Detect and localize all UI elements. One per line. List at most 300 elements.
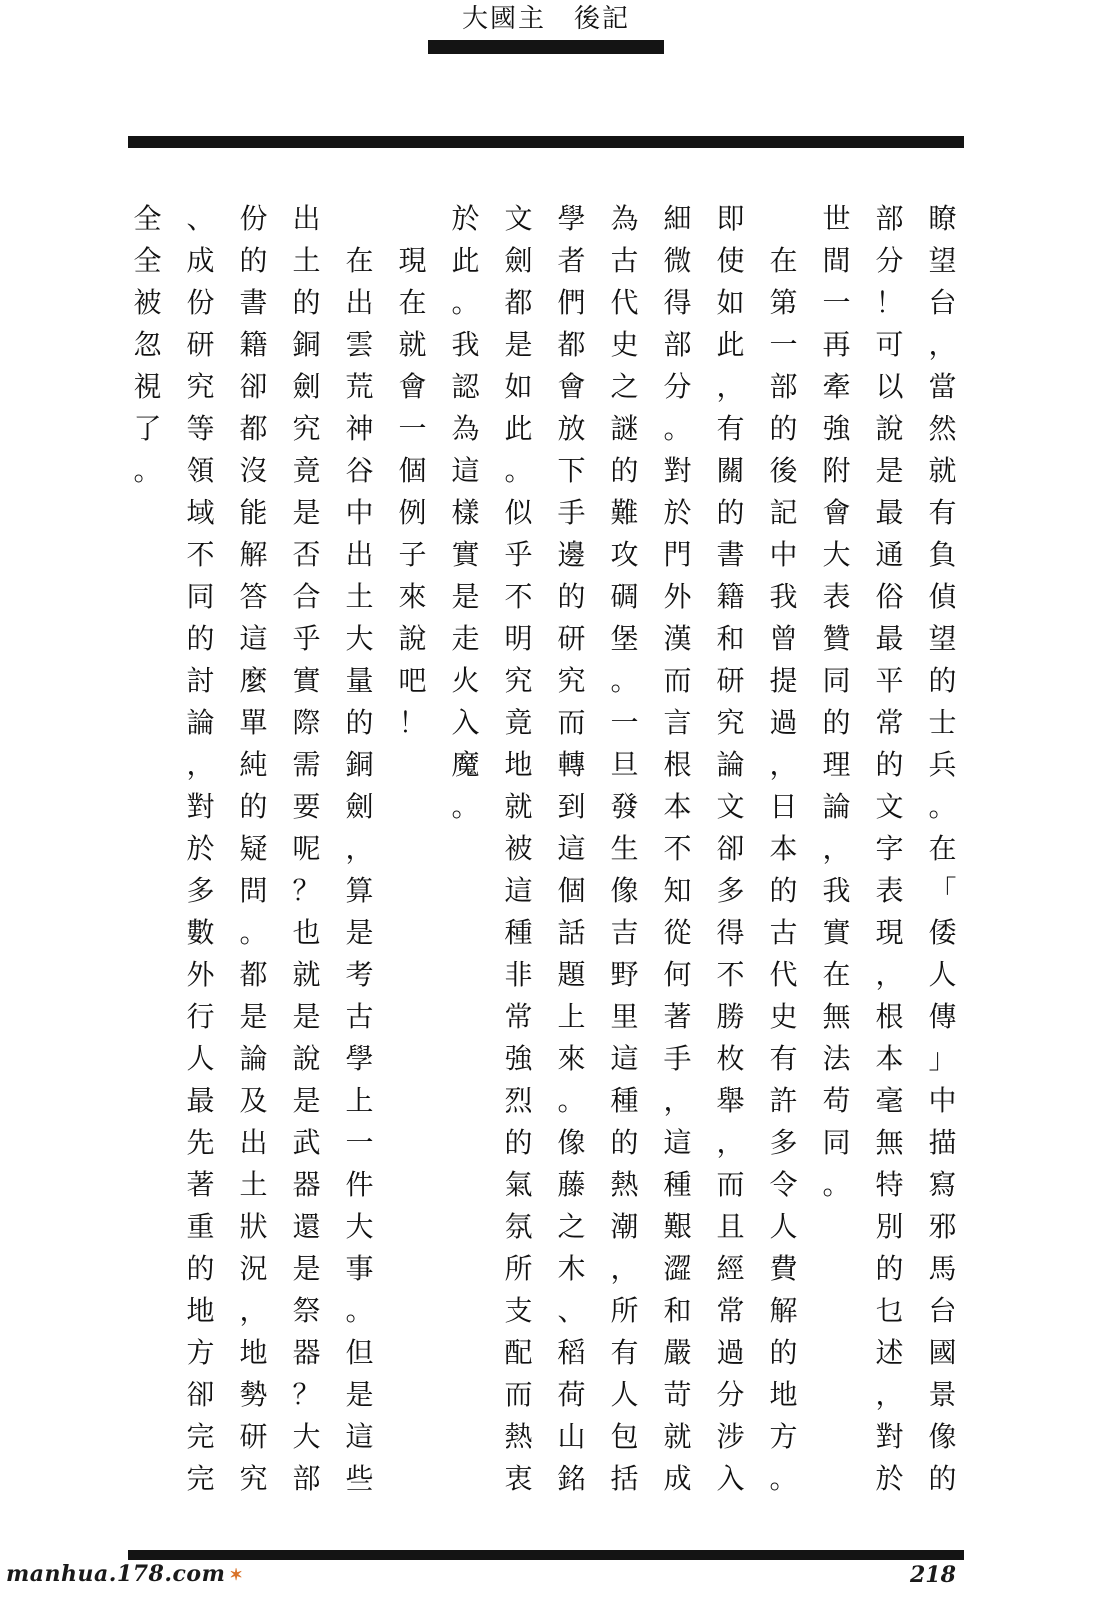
glyph: 多 [769, 1126, 798, 1159]
text-column [924, 198, 961, 1528]
glyph: 手 [557, 496, 586, 529]
glyph: 能 [239, 496, 268, 529]
glyph: 也 [292, 916, 321, 949]
glyph: 史 [769, 1000, 798, 1033]
glyph: 個 [557, 874, 586, 907]
glyph: 問 [239, 874, 268, 907]
glyph: 分 [663, 370, 692, 403]
glyph: 代 [610, 286, 639, 319]
glyph: 學 [557, 202, 586, 235]
glyph: 對 [875, 1420, 904, 1453]
glyph: 士 [928, 706, 957, 739]
glyph: 發 [610, 790, 639, 823]
glyph: 就 [398, 328, 427, 361]
glyph: 地 [504, 748, 533, 781]
glyph: 成 [186, 244, 215, 277]
glyph: ， [610, 1252, 639, 1285]
glyph: 一 [610, 706, 639, 739]
glyph: 艱 [663, 1210, 692, 1243]
header-underbar [428, 40, 664, 54]
glyph: 行 [186, 1000, 215, 1033]
glyph: 古 [769, 916, 798, 949]
glyph: 上 [345, 1084, 374, 1117]
glyph: 費 [769, 1252, 798, 1285]
glyph: 現 [398, 244, 427, 277]
glyph: 漢 [663, 622, 692, 655]
glyph: 就 [928, 454, 957, 487]
glyph: 從 [663, 916, 692, 949]
glyph: 苛 [663, 1378, 692, 1411]
glyph: 同 [186, 580, 215, 613]
glyph: 量 [345, 664, 374, 697]
glyph: 銅 [345, 748, 374, 781]
glyph: 銅 [292, 328, 321, 361]
glyph: 微 [663, 244, 692, 277]
glyph: 苟 [822, 1084, 851, 1117]
glyph: 有 [769, 1042, 798, 1075]
glyph: 過 [769, 706, 798, 739]
glyph: 認 [451, 370, 480, 403]
glyph: 潮 [610, 1210, 639, 1243]
text-column [182, 198, 219, 1528]
glyph: 土 [239, 1168, 268, 1201]
glyph: 」 [928, 1042, 957, 1075]
glyph: 著 [663, 1000, 692, 1033]
glyph: 山 [557, 1420, 586, 1453]
glyph: 在 [345, 244, 374, 277]
glyph: 卻 [186, 1378, 215, 1411]
glyph: 否 [292, 538, 321, 571]
glyph: 的 [186, 1252, 215, 1285]
glyph: 俗 [875, 580, 904, 613]
glyph: 間 [822, 244, 851, 277]
glyph: 勢 [239, 1378, 268, 1411]
glyph: 土 [292, 244, 321, 277]
glyph: 大 [345, 1210, 374, 1243]
glyph: 我 [822, 874, 851, 907]
glyph: 本 [769, 832, 798, 865]
glyph: 域 [186, 496, 215, 529]
glyph: 曾 [769, 622, 798, 655]
glyph: 還 [292, 1210, 321, 1243]
glyph: 。 [557, 1084, 586, 1117]
glyph: 事 [345, 1252, 374, 1285]
glyph: 馬 [928, 1252, 957, 1285]
glyph: 里 [610, 1000, 639, 1033]
glyph: 像 [557, 1126, 586, 1159]
glyph: 重 [186, 1210, 215, 1243]
glyph: 樣 [451, 496, 480, 529]
glyph: ！ [875, 286, 904, 319]
glyph: 門 [663, 538, 692, 571]
glyph: 「 [928, 874, 957, 907]
glyph: 明 [504, 622, 533, 655]
glyph: 成 [663, 1462, 692, 1495]
glyph: 言 [663, 706, 692, 739]
glyph: 究 [239, 1462, 268, 1495]
glyph: 勝 [716, 1000, 745, 1033]
glyph: 邊 [557, 538, 586, 571]
glyph: 出 [239, 1126, 268, 1159]
glyph: 藤 [557, 1168, 586, 1201]
glyph: 碉 [610, 580, 639, 613]
glyph: 到 [557, 790, 586, 823]
glyph: 都 [557, 328, 586, 361]
glyph: 贊 [822, 622, 851, 655]
glyph: 我 [769, 580, 798, 613]
glyph: 神 [345, 412, 374, 445]
glyph: 先 [186, 1126, 215, 1159]
glyph: 不 [716, 958, 745, 991]
glyph: 毫 [875, 1084, 904, 1117]
glyph: 解 [769, 1294, 798, 1327]
glyph: 考 [345, 958, 374, 991]
text-column [394, 198, 431, 1528]
glyph: 望 [928, 244, 957, 277]
glyph: 烈 [504, 1084, 533, 1117]
glyph: 都 [239, 958, 268, 991]
glyph: 分 [716, 1378, 745, 1411]
glyph: 方 [186, 1336, 215, 1369]
glyph: 在 [928, 832, 957, 865]
glyph: 疑 [239, 832, 268, 865]
glyph: 就 [292, 958, 321, 991]
glyph: 份 [186, 286, 215, 319]
glyph: 嚴 [663, 1336, 692, 1369]
glyph: 得 [663, 286, 692, 319]
glyph: 單 [239, 706, 268, 739]
glyph: 同 [822, 664, 851, 697]
glyph: 的 [875, 1252, 904, 1285]
glyph: 視 [133, 370, 162, 403]
glyph: 生 [610, 832, 639, 865]
glyph: 轉 [557, 748, 586, 781]
glyph: 過 [716, 1336, 745, 1369]
glyph: 如 [504, 370, 533, 403]
page-number: 218 [910, 1562, 956, 1588]
glyph: 的 [610, 1126, 639, 1159]
glyph: 台 [928, 1294, 957, 1327]
glyph: 來 [398, 580, 427, 613]
glyph: 無 [822, 1000, 851, 1033]
glyph: 題 [557, 958, 586, 991]
glyph: 再 [822, 328, 851, 361]
glyph: 的 [610, 454, 639, 487]
glyph: 而 [716, 1168, 745, 1201]
glyph: 像 [610, 874, 639, 907]
glyph: 附 [822, 454, 851, 487]
glyph: 配 [504, 1336, 533, 1369]
glyph: 放 [557, 412, 586, 445]
bottom-rule-divider [128, 1550, 964, 1560]
glyph: 們 [557, 286, 586, 319]
glyph: 國 [928, 1336, 957, 1369]
glyph: 對 [663, 454, 692, 487]
glyph: ， [345, 832, 374, 865]
glyph: 吧 [398, 664, 427, 697]
glyph: 究 [716, 706, 745, 739]
text-column [235, 198, 272, 1528]
glyph: ？ [292, 1378, 321, 1411]
glyph: 解 [239, 538, 268, 571]
glyph: 就 [504, 790, 533, 823]
glyph: 而 [557, 706, 586, 739]
glyph: 同 [822, 1126, 851, 1159]
glyph: 乎 [504, 538, 533, 571]
glyph: 火 [451, 664, 480, 697]
glyph: 包 [610, 1420, 639, 1453]
glyph: 話 [557, 916, 586, 949]
glyph: 代 [769, 958, 798, 991]
text-column [659, 198, 696, 1528]
glyph: 寫 [928, 1168, 957, 1201]
glyph: 入 [716, 1462, 745, 1495]
glyph: 論 [716, 748, 745, 781]
glyph: 卻 [716, 832, 745, 865]
glyph: 就 [663, 1420, 692, 1453]
glyph: 、 [186, 202, 215, 235]
glyph: 部 [292, 1462, 321, 1495]
glyph: 通 [875, 538, 904, 571]
glyph: 第 [769, 286, 798, 319]
text-column [765, 198, 802, 1528]
glyph: 的 [769, 1336, 798, 1369]
glyph: 例 [398, 496, 427, 529]
glyph: ， [928, 328, 957, 361]
glyph: 在 [769, 244, 798, 277]
glyph: 全 [133, 244, 162, 277]
glyph: 最 [186, 1084, 215, 1117]
glyph: 古 [610, 244, 639, 277]
text-column [712, 198, 749, 1528]
glyph: 是 [875, 454, 904, 487]
top-rule-divider [128, 136, 964, 148]
glyph: 都 [239, 412, 268, 445]
glyph: 入 [451, 706, 480, 739]
glyph: 中 [345, 496, 374, 529]
running-header [428, 0, 664, 52]
glyph: 這 [345, 1420, 374, 1453]
glyph: 得 [716, 916, 745, 949]
glyph: 的 [345, 706, 374, 739]
glyph: 人 [186, 1042, 215, 1075]
glyph: 會 [822, 496, 851, 529]
glyph: 數 [186, 916, 215, 949]
glyph: 吉 [610, 916, 639, 949]
glyph: 字 [875, 832, 904, 865]
glyph: 支 [504, 1294, 533, 1327]
glyph: 上 [557, 1000, 586, 1033]
glyph: 竟 [504, 706, 533, 739]
glyph: 都 [504, 286, 533, 319]
glyph: 狀 [239, 1210, 268, 1243]
glyph: 如 [716, 286, 745, 319]
glyph: 和 [716, 622, 745, 655]
glyph: 論 [186, 706, 215, 739]
glyph: 籍 [716, 580, 745, 613]
glyph: 的 [504, 1126, 533, 1159]
glyph: 。 [769, 1462, 798, 1495]
glyph: 關 [716, 454, 745, 487]
glyph: 的 [769, 874, 798, 907]
glyph: 。 [822, 1168, 851, 1201]
glyph: 令 [769, 1168, 798, 1201]
glyph: 學 [345, 1042, 374, 1075]
glyph: 強 [504, 1042, 533, 1075]
glyph: 所 [610, 1294, 639, 1327]
glyph: 是 [345, 916, 374, 949]
glyph: 人 [610, 1378, 639, 1411]
glyph: 、 [557, 1294, 586, 1327]
glyph: 竟 [292, 454, 321, 487]
glyph: 即 [716, 202, 745, 235]
glyph: 研 [716, 664, 745, 697]
glyph: 是 [292, 496, 321, 529]
glyph: 者 [557, 244, 586, 277]
glyph: 個 [398, 454, 427, 487]
glyph: 兵 [928, 748, 957, 781]
glyph: 要 [292, 790, 321, 823]
glyph: 下 [557, 454, 586, 487]
glyph: 劍 [345, 790, 374, 823]
glyph: 銘 [557, 1462, 586, 1495]
glyph: 祭 [292, 1294, 321, 1327]
glyph: 熱 [610, 1168, 639, 1201]
glyph: 一 [769, 328, 798, 361]
glyph: 涉 [716, 1420, 745, 1453]
glyph: 此 [504, 412, 533, 445]
glyph: 不 [186, 538, 215, 571]
glyph: 。 [133, 454, 162, 487]
glyph: 當 [928, 370, 957, 403]
glyph: 這 [504, 874, 533, 907]
glyph: 器 [292, 1168, 321, 1201]
series-title: 大國主 [461, 4, 546, 34]
glyph: ， [875, 958, 904, 991]
glyph: 理 [822, 748, 851, 781]
text-column [553, 198, 590, 1528]
vertical-text-body [107, 198, 961, 1528]
glyph: 的 [239, 790, 268, 823]
glyph: 根 [663, 748, 692, 781]
glyph: 舉 [716, 1084, 745, 1117]
glyph: 是 [239, 1000, 268, 1033]
glyph: 出 [292, 202, 321, 235]
glyph: ， [186, 748, 215, 781]
glyph: 說 [398, 622, 427, 655]
glyph: 景 [928, 1378, 957, 1411]
glyph: 括 [610, 1462, 639, 1495]
glyph: 外 [663, 580, 692, 613]
glyph: 似 [504, 496, 533, 529]
glyph: 的 [186, 622, 215, 655]
glyph: 攻 [610, 538, 639, 571]
glyph: 研 [557, 622, 586, 655]
glyph: 人 [769, 1210, 798, 1243]
glyph: 有 [928, 496, 957, 529]
glyph: 文 [504, 202, 533, 235]
glyph: 衷 [504, 1462, 533, 1495]
glyph: 的 [292, 286, 321, 319]
glyph: 劍 [504, 244, 533, 277]
glyph: 這 [451, 454, 480, 487]
glyph: 對 [186, 790, 215, 823]
watermark [6, 1561, 243, 1587]
glyph: 細 [663, 202, 692, 235]
glyph: 望 [928, 622, 957, 655]
glyph: 討 [186, 664, 215, 697]
glyph: 是 [292, 1252, 321, 1285]
glyph: 實 [451, 538, 480, 571]
glyph: 野 [610, 958, 639, 991]
glyph: 此 [716, 328, 745, 361]
glyph: 知 [663, 874, 692, 907]
glyph: 籍 [239, 328, 268, 361]
glyph: 台 [928, 286, 957, 319]
star-icon: ✶ [229, 1564, 244, 1584]
glyph: 一 [345, 1126, 374, 1159]
glyph: 荒 [345, 370, 374, 403]
glyph: 說 [875, 412, 904, 445]
section-title: 後記 [574, 4, 631, 34]
glyph: 之 [557, 1210, 586, 1243]
text-column [447, 198, 484, 1528]
glyph: 論 [822, 790, 851, 823]
glyph: 是 [504, 328, 533, 361]
glyph: 這 [663, 1126, 692, 1159]
glyph: 呢 [292, 832, 321, 865]
glyph: 大 [345, 622, 374, 655]
glyph: 麼 [239, 664, 268, 697]
glyph: 平 [875, 664, 904, 697]
glyph: 氛 [504, 1210, 533, 1243]
glyph: 別 [875, 1210, 904, 1243]
glyph: 非 [504, 958, 533, 991]
glyph: 研 [239, 1420, 268, 1453]
glyph: 出 [345, 538, 374, 571]
glyph: 了 [133, 412, 162, 445]
glyph: 木 [557, 1252, 586, 1285]
glyph: 熱 [504, 1420, 533, 1453]
glyph: 以 [875, 370, 904, 403]
glyph: 合 [292, 580, 321, 613]
glyph: 一 [822, 286, 851, 319]
glyph: 忽 [133, 328, 162, 361]
glyph: 堡 [610, 622, 639, 655]
glyph: 算 [345, 874, 374, 907]
glyph: 而 [504, 1378, 533, 1411]
glyph: 手 [663, 1042, 692, 1075]
glyph: 古 [345, 1000, 374, 1033]
glyph: 特 [875, 1168, 904, 1201]
glyph: 分 [875, 244, 904, 277]
glyph: 世 [822, 202, 851, 235]
glyph: 有 [610, 1336, 639, 1369]
glyph: 地 [239, 1336, 268, 1369]
glyph: 文 [716, 790, 745, 823]
glyph: 況 [239, 1252, 268, 1285]
glyph: 荷 [557, 1378, 586, 1411]
glyph: 這 [557, 832, 586, 865]
glyph: 而 [663, 664, 692, 697]
glyph: ， [716, 370, 745, 403]
glyph: 無 [875, 1126, 904, 1159]
glyph: 強 [822, 412, 851, 445]
glyph: 。 [610, 664, 639, 697]
glyph: 於 [663, 496, 692, 529]
glyph: 完 [186, 1462, 215, 1495]
text-column [500, 198, 537, 1528]
